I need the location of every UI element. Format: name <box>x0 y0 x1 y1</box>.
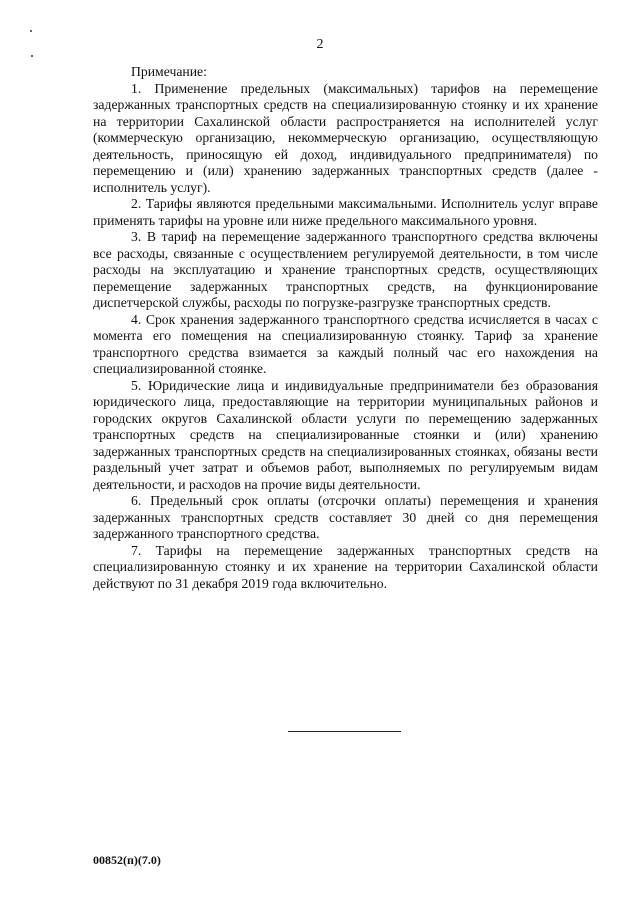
scan-speck <box>30 30 32 32</box>
page-number: 2 <box>316 37 324 52</box>
note-paragraph-6: 6. Предельный срок оплаты (отсрочки оплаты) перемещения и хранения задержанных транспортных средств составляет 30 дней со дня перемещения задержанного транспортного средства. <box>93 493 598 541</box>
note-paragraph-5: 5. Юридические лица и индивидуальные предприниматели без образования юридического лица, предоставляющие на территории муниципальных районов и городских округов Сахалинской области услуги по перемещению задержанных транспортных средств на специализированные стоянки и (или) хранению задержанных транспортных средств на специализированных стоянках, обязаны вести раздельный учет затрат и объемов работ, выполняемых по регулируемым видам деятельности, и расходов на прочие виды деятельности. <box>93 377 598 492</box>
note-paragraph-2: 2. Тарифы являются предельными максимальными. Исполнитель услуг вправе применять тарифы на уровне или ниже предельного максимального уровня. <box>93 196 598 228</box>
scan-speck <box>31 55 33 57</box>
note-paragraph-7: 7. Тарифы на перемещение задержанных транспортных средств на специализированную стоянку и их хранение на территории Сахалинской области действуют по 31 декабря 2019 года включительно. <box>93 542 598 591</box>
note-heading: Примечание: <box>131 64 207 79</box>
document-code: 00852(п)(7.0) <box>93 853 161 867</box>
note-paragraph-1: 1. Применение предельных (максимальных) тарифов на перемещение задержанных транспортных средств на специализированную стоянку и их хранение на территории Сахалинской области распространяется на исполнителей услуг (коммерческую организацию, некоммерческую организацию, осуществляющую деятельность, приносящую ей доход, индивидуального предпринимателя) по перемещению и (или) хранению задержанных транспортных средств (далее - исполнитель услуг). <box>93 80 598 195</box>
document-body <box>93 64 598 592</box>
end-divider-line <box>288 731 401 732</box>
note-paragraph-4: 4. Срок хранения задержанного транспортного средства исчисляется в часах с момента его помещения на специализированную стоянку. Тариф за хранение транспортного средства взимается за каждый полный час его нахождения на специализированной стоянке. <box>93 311 598 376</box>
note-paragraph-3: 3. В тариф на перемещение задержанного транспортного средства включены все расходы, связанные с осуществлением регулируемой деятельности, в том числе расходы на эксплуатацию и хранение транспортных средств, осуществляющих перемещение задержанных транспортных средств, на функционирование диспетчерской службы, расходы по погрузке-разгрузке транспортных средств. <box>93 229 598 310</box>
